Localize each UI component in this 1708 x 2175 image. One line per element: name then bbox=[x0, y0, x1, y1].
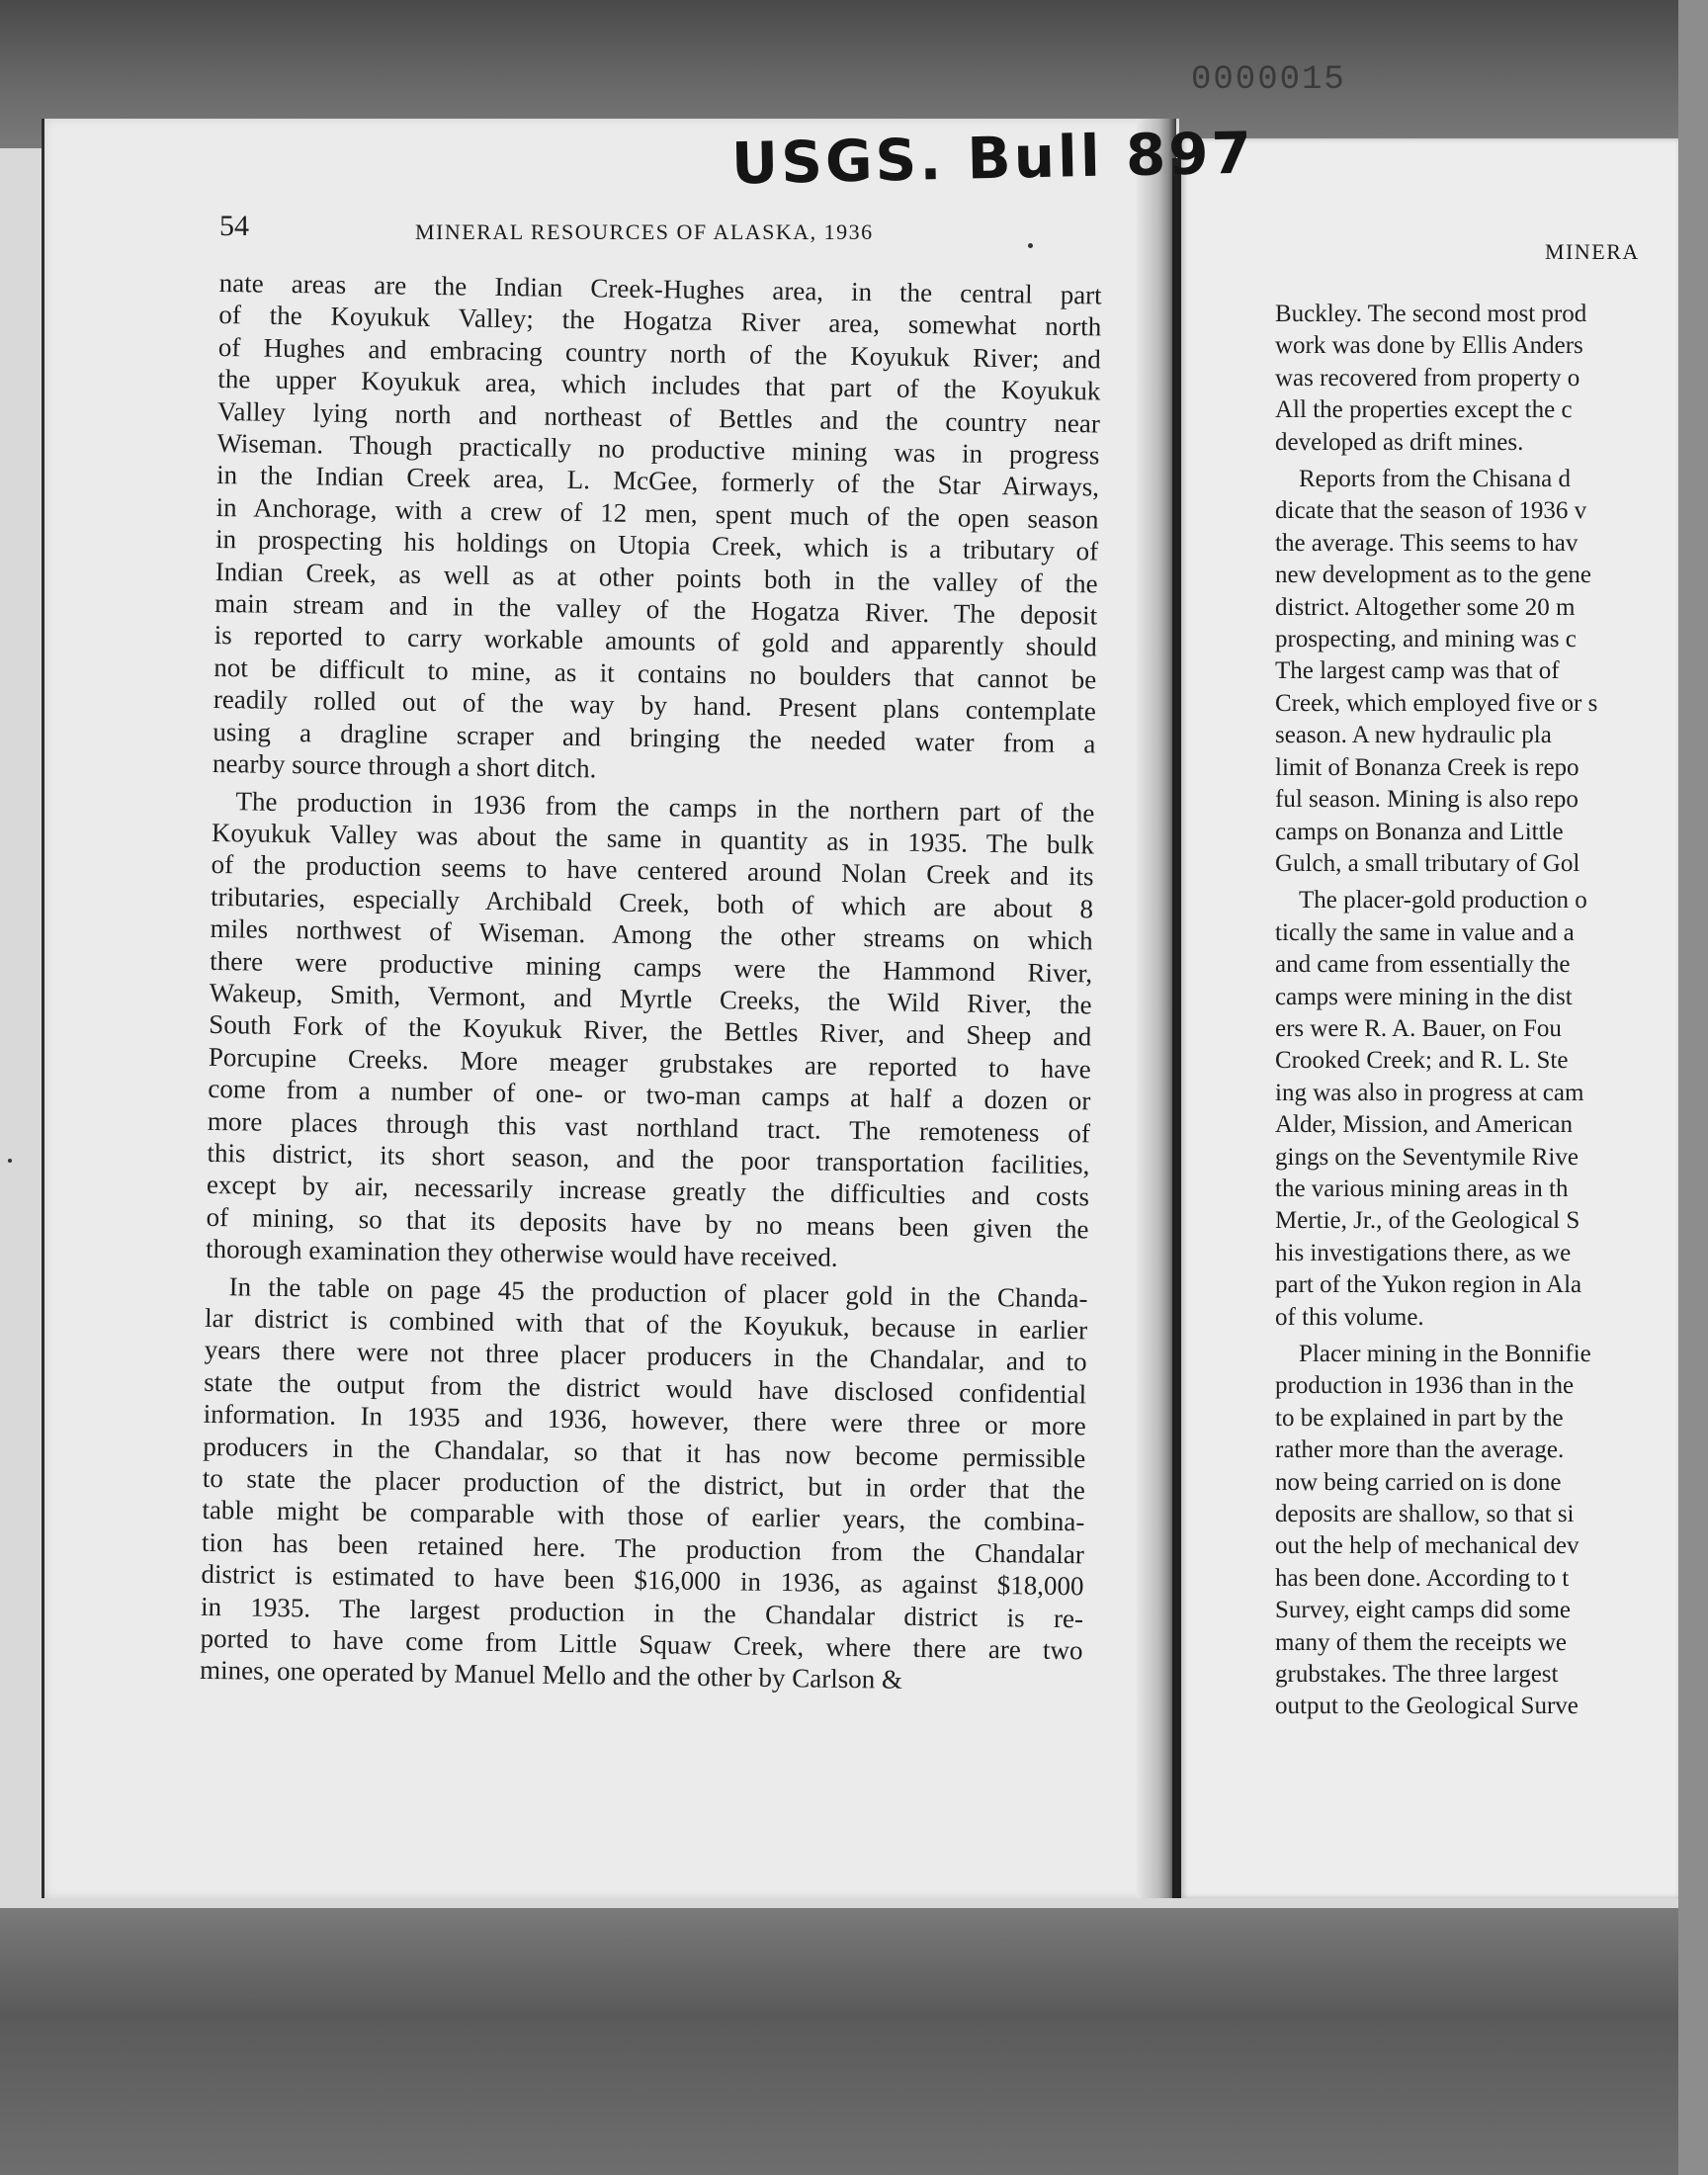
right-text-line: ers were R. A. Bauer, on Fou bbox=[1275, 1014, 1562, 1042]
left-text-line: there were productive mining camps were the Hammond River, bbox=[209, 945, 1093, 988]
right-text-line: dicate that the season of 1936 v bbox=[1275, 497, 1587, 525]
right-text-line: and came from essentially the bbox=[1275, 951, 1571, 979]
right-text-line: Mertie, Jr., of the Geological S bbox=[1275, 1207, 1580, 1235]
left-text-line: in Anchorage, with a crew of 12 men, spent much of the open season bbox=[215, 491, 1099, 535]
left-text-line: in prospecting his holdings on Utopia Creek, which is a tributary of bbox=[214, 524, 1099, 566]
right-text-line: Buckley. The second most prod bbox=[1275, 301, 1587, 327]
left-text-line: Valley lying north and northeast of Bettles and the country near bbox=[216, 395, 1101, 439]
left-text-line: Indian Creek, as well as at other points both in the valley of the bbox=[214, 556, 1098, 599]
right-text-line: Survey, eight camps did some bbox=[1275, 1597, 1572, 1624]
left-text-line: tributaries, especially Archibald Creek, both of which are about 8 bbox=[210, 881, 1094, 924]
left-text-line: information. In 1935 and 1936, however, there were three or more bbox=[203, 1399, 1086, 1441]
left-text-line: thorough examination they otherwise would have received. bbox=[205, 1234, 838, 1273]
right-text-line: part of the Yukon region in Ala bbox=[1275, 1271, 1582, 1299]
left-text-line: mines, one operated by Manuel Mello and the other by Carlson & bbox=[199, 1655, 903, 1696]
left-text-line: The production in 1936 from the camps in the northern part of the bbox=[235, 785, 1095, 827]
right-text-line: limit of Bonanza Creek is repo bbox=[1275, 753, 1580, 781]
left-text-line: of the production seems to have centered around Nolan Creek and its bbox=[211, 849, 1094, 892]
left-text-line: tion has been retained here. The production from the Chandalar bbox=[201, 1526, 1085, 1570]
left-text-line: Wakeup, Smith, Vermont, and Myrtle Creeks, the Wild River, the bbox=[209, 977, 1092, 1020]
left-text-line: South Fork of the Koyukuk River, the Bettles River, and Sheep and bbox=[209, 1009, 1092, 1052]
left-text-line: district is estimated to have been $16,000 in 1936, as against $18,000 bbox=[201, 1559, 1084, 1602]
left-text-line: nearby source through a short ditch. bbox=[212, 748, 597, 784]
right-text-line: tically the same in value and a bbox=[1275, 918, 1575, 946]
right-text-line: work was done by Ellis Anders bbox=[1275, 332, 1583, 360]
right-text-line: the various mining areas in th bbox=[1275, 1174, 1569, 1202]
left-text-line: state the output from the district would have disclosed confidential bbox=[204, 1366, 1087, 1410]
right-text-line: to be explained in part by the bbox=[1275, 1404, 1564, 1432]
left-text-line: nate areas are the Indian Creek-Hughes area, in the central part bbox=[218, 267, 1102, 310]
right-text-line: The placer-gold production o bbox=[1299, 887, 1587, 914]
right-text-line: Crooked Creek; and R. L. Ste bbox=[1275, 1047, 1569, 1075]
running-head-right: MINERA bbox=[1545, 239, 1640, 264]
right-text-line: his investigations there, as we bbox=[1275, 1239, 1572, 1266]
left-text-line: main stream and in the valley of the Hogatza River. The deposit bbox=[214, 588, 1098, 631]
serial-number: 0000015 bbox=[1191, 61, 1346, 99]
right-text-line: deposits are shallow, so that si bbox=[1275, 1501, 1575, 1528]
scan-speck bbox=[8, 1159, 12, 1163]
right-text-line: of this volume. bbox=[1275, 1303, 1424, 1331]
right-text-line: season. A new hydraulic pla bbox=[1275, 722, 1552, 749]
right-text-column bbox=[1275, 299, 1678, 1782]
right-text-line: Reports from the Chisana d bbox=[1299, 466, 1571, 493]
right-text-line: many of them the receipts we bbox=[1275, 1628, 1568, 1656]
scanner-band-right bbox=[1678, 0, 1708, 2175]
right-text-line: Alder, Mission, and American bbox=[1275, 1111, 1574, 1139]
left-text-line: In the table on page 45 the production of placer gold in the Chanda- bbox=[228, 1270, 1088, 1313]
book-gutter bbox=[1137, 119, 1176, 1898]
right-text-line: out the help of mechanical dev bbox=[1275, 1532, 1580, 1560]
left-text-line: this district, its short season, and the poor transportation facilities, bbox=[207, 1137, 1090, 1180]
left-text-line: more places through this vast northland tract. The remoteness of bbox=[207, 1105, 1091, 1148]
left-text-line: using a dragline scraper and bringing the needed water from a bbox=[213, 716, 1096, 759]
left-text-line: years there were not three placer producers in the Chandalar, and to bbox=[204, 1335, 1087, 1377]
left-text-line: table might be comparable with those of earlier years, the combina- bbox=[202, 1495, 1085, 1537]
right-text-line: prospecting, and mining was c bbox=[1275, 626, 1577, 653]
right-text-line: The largest camp was that of bbox=[1275, 657, 1560, 685]
right-text-line: grubstakes. The three largest bbox=[1275, 1661, 1559, 1689]
left-text-line: is reported to carry workable amounts of gold and apparently should bbox=[214, 620, 1097, 662]
left-text-line: Koyukuk Valley was about the same in quantity as in 1935. The bulk bbox=[211, 817, 1095, 860]
right-text-line: Gulch, a small tributary of Gol bbox=[1275, 849, 1580, 877]
left-text-line: the upper Koyukuk area, which includes that part of the Koyukuk bbox=[217, 364, 1101, 406]
right-text-line: the average. This seems to hav bbox=[1275, 529, 1579, 557]
right-text-line: new development as to the gene bbox=[1275, 562, 1592, 589]
right-text-line: was recovered from property o bbox=[1275, 364, 1580, 392]
running-head: MINERAL RESOURCES OF ALASKA, 1936 bbox=[415, 219, 874, 244]
right-text-line: production in 1936 than in the bbox=[1275, 1372, 1575, 1400]
left-text-line: Porcupine Creeks. More meager grubstakes are reported to have bbox=[208, 1041, 1091, 1085]
left-text-line: of mining, so that its deposits have by no means been given the bbox=[206, 1201, 1089, 1245]
left-text-column bbox=[200, 267, 1102, 1698]
left-text-line: to state the placer production of the district, but in order that the bbox=[202, 1462, 1086, 1506]
right-text-line: now being carried on is done bbox=[1275, 1468, 1562, 1496]
left-text-line: of the Koyukuk Valley; the Hogatza River area, somewhat north bbox=[218, 300, 1102, 342]
right-text-line: output to the Geological Surve bbox=[1275, 1693, 1579, 1720]
left-text-line: of Hughes and embracing country north of the Koyukuk River; and bbox=[217, 331, 1101, 375]
left-text-line: lar district is combined with that of the Koyukuk, because in earlier bbox=[204, 1302, 1088, 1346]
left-text-line: producers in the Chandalar, so that it has now become permissible bbox=[203, 1431, 1086, 1473]
left-text-line: in 1935. The largest production in the Chandalar district is re- bbox=[200, 1591, 1084, 1633]
left-text-line: miles northwest of Wiseman. Among the other streams on which bbox=[210, 914, 1093, 956]
right-text-line: rather more than the average. bbox=[1275, 1436, 1565, 1464]
left-text-line: come from a number of one- or two-man camps at half a dozen or bbox=[208, 1074, 1091, 1116]
left-text-line: in the Indian Creek area, L. McGee, formerly of the Star Airways, bbox=[215, 460, 1100, 502]
right-text-line: gings on the Seventymile Rive bbox=[1275, 1143, 1579, 1171]
right-text-line: ing was also in progress at cam bbox=[1275, 1079, 1584, 1106]
right-text-line: All the properties except the c bbox=[1275, 396, 1573, 424]
right-text-line: camps on Bonanza and Little bbox=[1275, 818, 1564, 845]
scanner-band-bottom bbox=[0, 1908, 1708, 2175]
right-text-line: Placer mining in the Bonnifie bbox=[1299, 1341, 1591, 1367]
right-text-line: has been done. According to t bbox=[1275, 1564, 1570, 1592]
right-text-line: district. Altogether some 20 m bbox=[1275, 593, 1576, 621]
handwritten-note: USGS. Bull 897 bbox=[730, 119, 1255, 198]
right-text-line: ful season. Mining is also repo bbox=[1275, 786, 1579, 814]
scan-speck bbox=[1028, 243, 1033, 248]
left-text-line: readily rolled out of the way by hand. Present plans contemplate bbox=[213, 684, 1097, 727]
left-text-line: not be difficult to mine, as it contains no boulders that cannot be bbox=[214, 652, 1097, 695]
left-text-line: ported to have come from Little Squaw Creek, where there are two bbox=[200, 1622, 1083, 1666]
left-text-line: except by air, necessarily increase greatly the difficulties and costs bbox=[206, 1170, 1090, 1212]
right-text-line: developed as drift mines. bbox=[1275, 428, 1524, 456]
book-fold bbox=[1172, 158, 1181, 1898]
page-number: 54 bbox=[219, 210, 249, 242]
left-text-line: Wiseman. Though practically no productive mining was in progress bbox=[216, 428, 1100, 471]
right-text-line: Creek, which employed five or s bbox=[1275, 689, 1598, 717]
right-text-line: camps were mining in the dist bbox=[1275, 983, 1573, 1010]
